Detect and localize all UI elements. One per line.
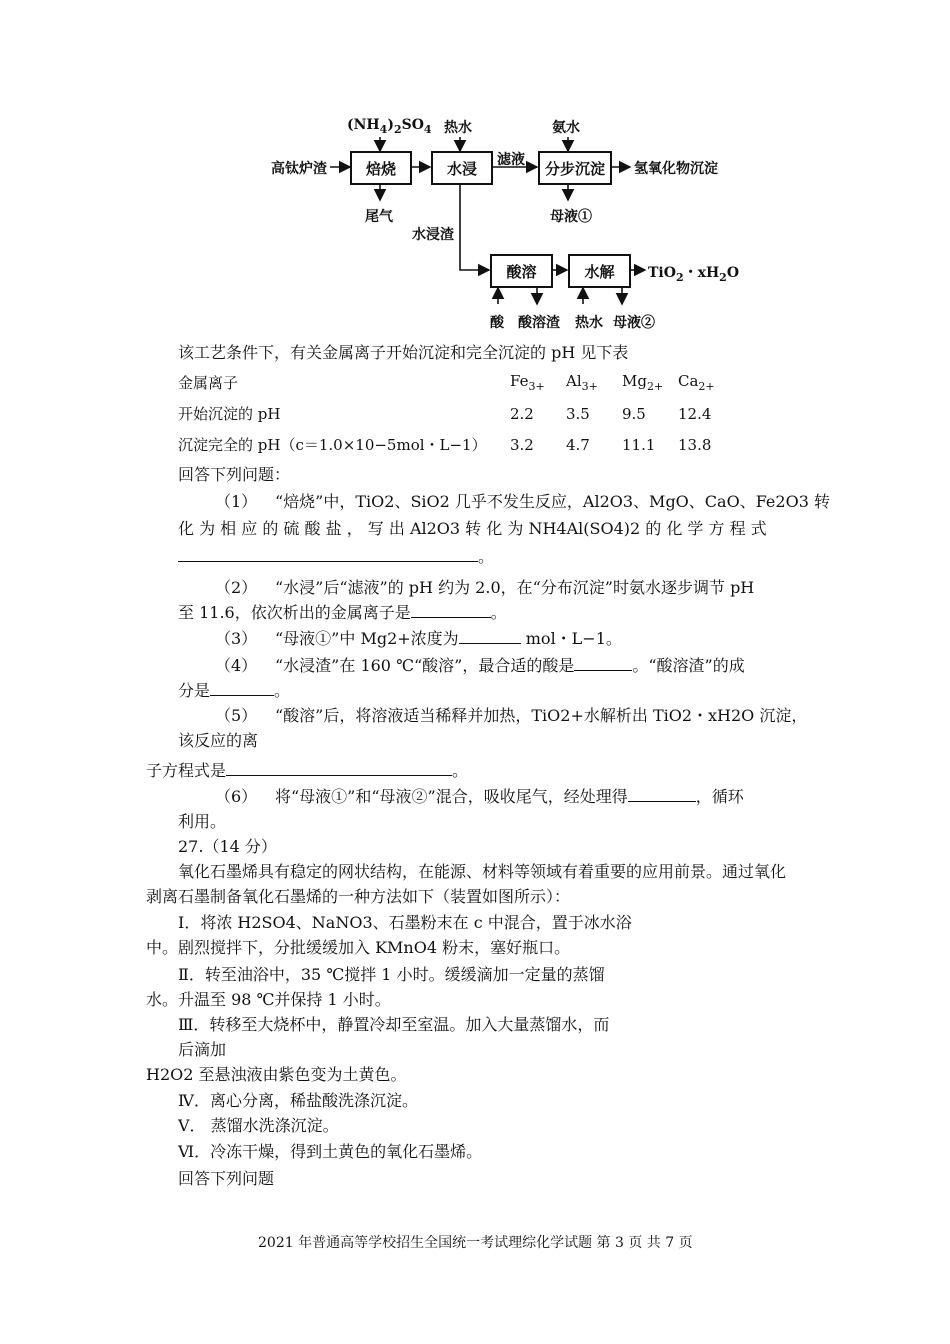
q3-text: “母液①”中 Mg2+浓度为 mol・L−1。 <box>275 629 622 648</box>
q5-text-line2: 该反应的离 <box>178 731 259 750</box>
step-roast-box: 焙烧 <box>350 151 412 185</box>
table-cell: 13.8 <box>678 435 712 454</box>
acid-in-label: 酸 <box>490 315 504 331</box>
answer-blank[interactable] <box>226 759 452 776</box>
table-cell: 开始沉淀的 pH <box>178 405 281 423</box>
table-cell: 3.2 <box>510 435 534 454</box>
q27-step3-line3: H2O2 至悬浊液由紫色变为土黄色。 <box>146 1065 407 1084</box>
q27-step5: Ⅴ． 蒸馏水洗涤沉淀。 <box>178 1116 339 1135</box>
filtrate-label: 滤液 <box>497 152 525 168</box>
step-precip-box: 分步沉淀 <box>538 151 612 185</box>
table-header-cell: 金属离子 <box>178 374 239 392</box>
mother-liquor-1-label: 母液① <box>550 209 592 225</box>
q27-step4: Ⅳ．离心分离，稀盐酸洗涤沉淀。 <box>178 1091 418 1110</box>
q2-text-line1: “水浸”后“滤液”的 pH 约为 2.0，在“分布沉淀”时氨水逐步调节 pH <box>275 578 755 597</box>
q27-answer-intro: 回答下列问题 <box>178 1169 275 1188</box>
table-cell: 3.5 <box>566 404 590 423</box>
q6-number: （6） <box>215 787 258 806</box>
reagent-ammonia: 氨水 <box>552 120 580 136</box>
q1-number: （1） <box>215 492 258 511</box>
answer-blank[interactable] <box>178 545 478 562</box>
table-cell: 4.7 <box>566 435 590 454</box>
q5-text-line1: “酸溶”后，将溶液适当稀释并加热，TiO2+水解析出 TiO2・xH2O 沉淀， <box>275 706 808 725</box>
q27-step1-line2: 中。剧烈搅拌下，分批缓缓加入 KMnO4 粉末，塞好瓶口。 <box>146 938 571 957</box>
q2-text-line2: 至 11.6，依次析出的金属离子是 。 <box>178 603 507 622</box>
step-acid-box: 酸溶 <box>490 254 553 288</box>
table-row <box>178 367 734 398</box>
q27-step1-line1: Ⅰ．将浓 H2SO4、NaNO3、石墨粉末在 c 中混合，置于冰水浴 <box>178 913 632 932</box>
table-row <box>178 429 734 460</box>
answer-blank[interactable] <box>628 785 696 802</box>
table-cell: 沉淀完全的 pH（c＝1.0×10−5mol・L−1） <box>178 436 487 454</box>
q4-number: （4） <box>215 656 258 675</box>
answer-blank[interactable] <box>459 627 521 644</box>
q5-text-line3: 子方程式是 。 <box>146 761 469 780</box>
q27-paragraph-line1: 氧化石墨烯具有稳定的网状结构，在能源、材料等领域有着重要的应用前景。通过氧化 <box>178 862 787 881</box>
q1-answer-line: 。 <box>178 544 494 567</box>
table-header-cell: $Ca_{2+}$ <box>678 372 715 393</box>
q27-step3-line2: 后滴加 <box>178 1040 227 1059</box>
q27-step6: Ⅵ．冷冻干燥，得到土黄色的氧化石墨烯。 <box>178 1142 483 1161</box>
mother-liquor-2-label: 母液② <box>613 315 655 331</box>
raw-material-label: 高钛炉渣 <box>271 161 327 177</box>
step-hydrolysis-box: 水解 <box>568 254 631 288</box>
q5-number: （5） <box>215 706 258 725</box>
reagent-ammonium-sulfate: $(NH_4)_2SO_4$ <box>347 117 432 136</box>
q4-text-line1: “水浸渣”在 160 ℃“酸溶”，最合适的酸是 。“酸溶渣”的成 <box>275 656 745 675</box>
table-row <box>178 398 734 429</box>
hot-water-in-label: 热水 <box>575 315 603 331</box>
answer-blank[interactable] <box>411 601 491 618</box>
table-intro: 该工艺条件下，有关金属离子开始沉淀和完全沉淀的 pH 见下表 <box>178 343 629 362</box>
leach-residue-label: 水浸渣 <box>412 227 454 243</box>
q1-text-line1: “焙烧”中，TiO2、SiO2 几乎不发生反应，Al2O3、MgO、CaO、Fe2O3 转 <box>275 492 830 511</box>
table-cell: 11.1 <box>622 435 656 454</box>
q6-text-line1: 将“母液①”和“母液②”混合，吸收尾气，经处理得 ，循环 <box>275 787 744 806</box>
q27-step2-line1: Ⅱ．转至油浴中，35 ℃搅拌 1 小时。缓缓滴加一定量的蒸馏 <box>178 965 605 984</box>
answer-blank[interactable] <box>210 679 274 696</box>
q27-paragraph-line2: 剥离石墨制备氧化石墨烯的一种方法如下（装置如图所示）： <box>146 887 571 906</box>
table-header-cell: $Mg_{2+}$ <box>622 372 664 393</box>
answer-blank[interactable] <box>574 654 632 671</box>
answer-intro: 回答下列问题： <box>178 465 291 484</box>
table-cell: 9.5 <box>622 404 646 423</box>
q27-step2-line2: 水。升温至 98 ℃并保持 1 小时。 <box>146 990 391 1009</box>
q4-text-line2: 分是 。 <box>178 681 291 700</box>
acid-residue-label: 酸溶渣 <box>518 315 560 331</box>
step-leach-box: 水浸 <box>431 151 493 185</box>
q1-text-line2: 化 为 相 应 的 硫 酸 盐 ， 写 出 Al2O3 转 化 为 NH4Al(SO4)2 的 化 学 方 程 式 <box>178 519 767 538</box>
product-hydroxide-label: 氢氧化物沉淀 <box>634 161 718 177</box>
q27-step3-line1: Ⅲ．转移至大烧杯中，静置冷却至室温。加入大量蒸馏水，而 <box>178 1015 610 1034</box>
table-cell: 2.2 <box>510 404 534 423</box>
tail-gas-label: 尾气 <box>365 209 393 225</box>
page-footer: 2021 年普通高等学校招生全国统一考试理综化学试题 第 3 页 共 7 页 <box>258 1235 693 1251</box>
ph-table <box>178 367 734 460</box>
reagent-hot-water: 热水 <box>444 120 472 136</box>
product-tio2-label: TiO$_2$・$xH_2O$ <box>648 265 740 284</box>
table-header-cell: $Fe_{3+}$ <box>510 372 545 393</box>
table-header-cell: $Al_{3+}$ <box>566 372 598 393</box>
q2-number: （2） <box>215 578 258 597</box>
table-cell: 12.4 <box>678 404 712 423</box>
q27-title: 27.（14 分） <box>178 837 277 856</box>
q3-number: （3） <box>215 629 258 648</box>
q6-text-line2: 利用。 <box>178 812 227 831</box>
